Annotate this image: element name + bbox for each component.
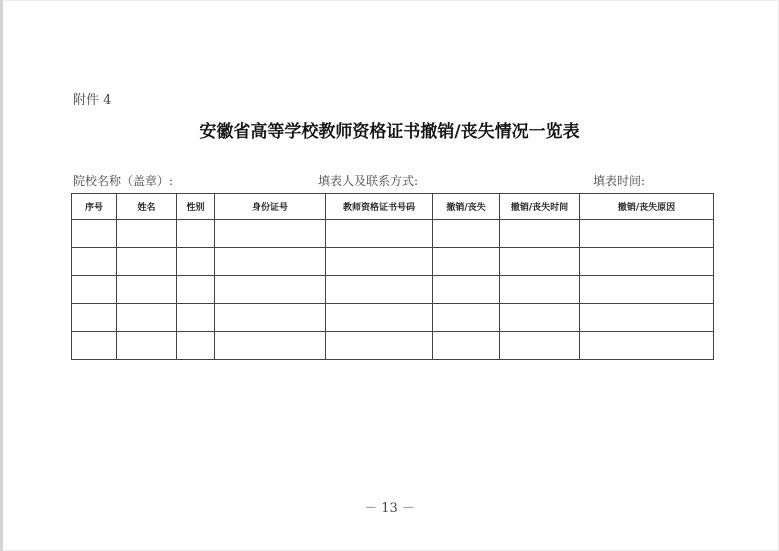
table-row [72, 332, 714, 360]
table-cell [215, 248, 326, 276]
table-cell [215, 220, 326, 248]
page-number: － 13 － [364, 501, 415, 516]
table-cell [433, 248, 500, 276]
header-revoke-lose: 撤销/丧失 [433, 194, 500, 220]
header-revoke-lose-reason: 撤销/丧失原因 [580, 194, 714, 220]
table-row [72, 220, 714, 248]
table-cell [72, 304, 117, 332]
table-cell [215, 304, 326, 332]
table-cell [117, 248, 177, 276]
header-certificate-number: 教师资格证书号码 [326, 194, 433, 220]
table-cell [215, 276, 326, 304]
header-serial: 序号 [72, 194, 117, 220]
table-cell [326, 276, 433, 304]
header-id-number: 身份证号 [215, 194, 326, 220]
school-name-field: 院校名称（盖章）: [73, 174, 174, 188]
table-cell [580, 332, 714, 360]
table-cell [500, 220, 580, 248]
table-cell [326, 304, 433, 332]
table-cell [433, 304, 500, 332]
table-cell [72, 248, 117, 276]
table-cell [72, 220, 117, 248]
table-cell [433, 220, 500, 248]
table-cell [580, 304, 714, 332]
table-cell [177, 220, 215, 248]
table-cell [177, 276, 215, 304]
table-cell [117, 304, 177, 332]
table-cell [580, 276, 714, 304]
table-row [72, 304, 714, 332]
table-cell [117, 332, 177, 360]
filler-contact-field: 填表人及联系方式: [318, 174, 419, 188]
table-cell [326, 248, 433, 276]
attachment-label: 附件 4 [73, 93, 112, 108]
table-body [72, 220, 714, 360]
table-cell [177, 304, 215, 332]
table-cell [326, 220, 433, 248]
table-cell [72, 332, 117, 360]
table-cell [500, 332, 580, 360]
table-cell [580, 220, 714, 248]
header-gender: 性别 [177, 194, 215, 220]
table-cell [177, 332, 215, 360]
header-name: 姓名 [117, 194, 177, 220]
fill-time-field: 填表时间: [593, 174, 646, 188]
table-cell [326, 332, 433, 360]
table-cell [117, 276, 177, 304]
table-cell [580, 248, 714, 276]
table-row [72, 276, 714, 304]
revocation-table [71, 193, 714, 360]
table-cell [72, 276, 117, 304]
table-cell [117, 220, 177, 248]
table-row [72, 248, 714, 276]
table-cell [500, 248, 580, 276]
table-cell [500, 276, 580, 304]
table-cell [433, 332, 500, 360]
document-title: 安徽省高等学校教师资格证书撤销/丧失情况一览表 [199, 122, 580, 142]
table-cell [433, 276, 500, 304]
table-cell [500, 304, 580, 332]
table-header-row [72, 194, 714, 220]
header-revoke-lose-time: 撤销/丧失时间 [500, 194, 580, 220]
table-cell [215, 332, 326, 360]
table-cell [177, 248, 215, 276]
